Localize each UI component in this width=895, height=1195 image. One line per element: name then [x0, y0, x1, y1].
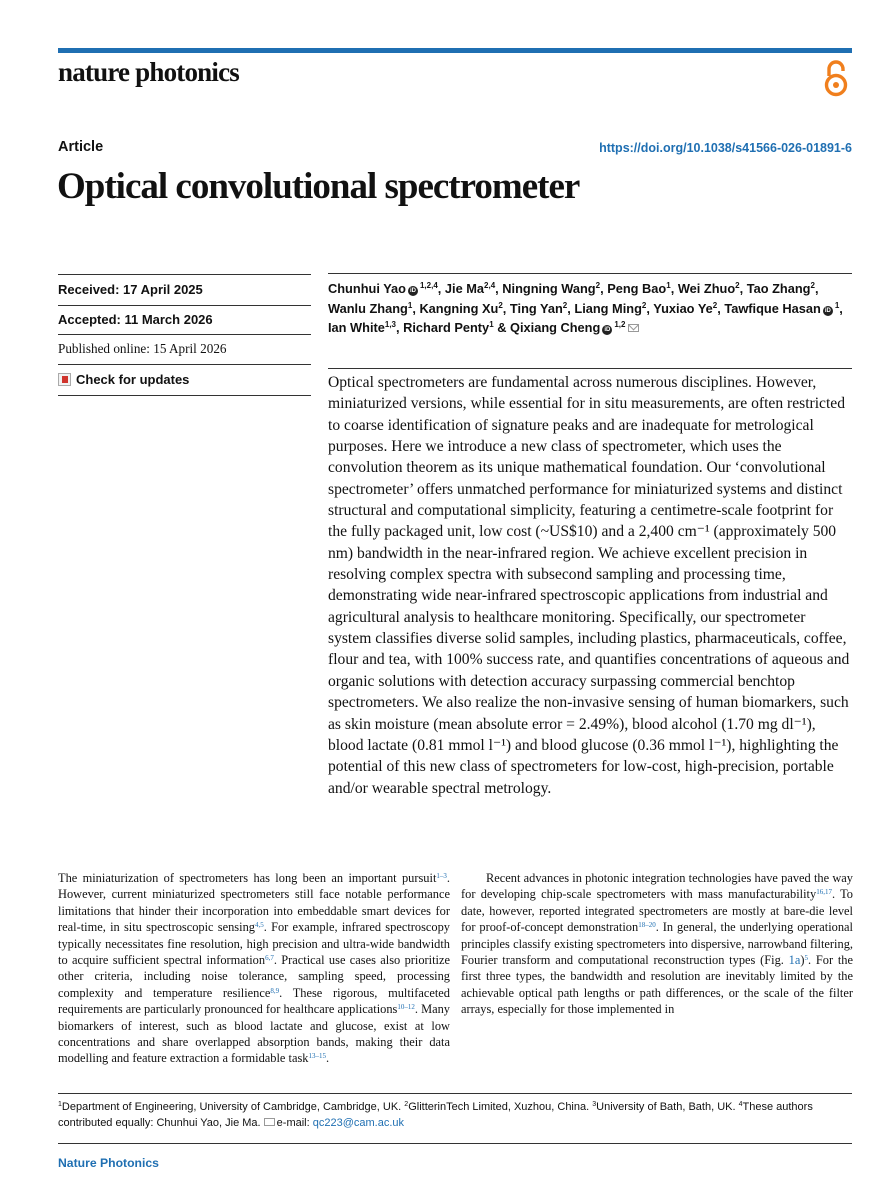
author-conjunction: &	[497, 320, 507, 335]
author-name[interactable]: Ian White	[328, 320, 385, 335]
body-column-right	[461, 870, 853, 1018]
citation[interactable]: 18–20	[638, 921, 656, 930]
orcid-icon[interactable]: iD	[409, 288, 416, 294]
article-title: Optical convolutional spectrometer	[57, 166, 580, 207]
author-name[interactable]: Chunhui Yao	[328, 281, 406, 296]
divider	[58, 334, 311, 335]
citation[interactable]: 8,9	[270, 986, 280, 995]
affiliations-footnote: $^1$Department of Engineering, University of Cambridge, Cambridge, UK. $^2$GlitterinTech Limited, Xuzhou, China. $^3$University of Bath, Bath, UK. $^4$These authors contributed equally: Chunhui Yao, Jie Ma. e-mail: qc223@cam.ac.uk	[58, 1101, 813, 1129]
divider	[58, 305, 311, 306]
orcid-icon[interactable]: iD	[604, 327, 611, 333]
check-updates-label: Check for updates	[76, 372, 190, 387]
author-name[interactable]: Jie Ma	[444, 281, 485, 296]
divider	[58, 364, 311, 365]
citation[interactable]: 5	[804, 954, 808, 963]
author-affiliation: 1	[407, 300, 413, 310]
author-affiliation: 1	[834, 300, 840, 310]
mail-icon[interactable]	[628, 324, 639, 332]
footer-divider	[58, 1143, 852, 1144]
footnote-divider	[58, 1093, 852, 1094]
author-name[interactable]: Tao Zhang	[746, 281, 811, 296]
citation[interactable]: 4,5	[254, 921, 264, 930]
author-name[interactable]: Wanlu Zhang	[328, 300, 408, 316]
author-affiliation: 2	[595, 281, 601, 290]
check-updates-button[interactable]	[58, 372, 189, 387]
divider	[328, 273, 852, 274]
author-list: Chunhui Yao iD$^{1,2,4}$, Jie Ma$^{2,4}$, Ningning Wang$^2$, Peng Bao$^1$, Wei Zhuo$^2$, Tao Zhang$^2$, Wanlu Zhang$^1$, Kangning Xu$^2$, Ting Yan$^2$, Liang Ming$^2$, Yuxiao Ye$^2$, Tawfique Hasan $iD^1$, Ian White$^{1,3}$, Richard Penty$^1$ & Qixiang Cheng iD$^{1,2}$	[328, 281, 843, 335]
citation[interactable]: 10–12	[397, 1003, 415, 1012]
author-name[interactable]: Qixiang Cheng	[510, 320, 601, 335]
author-name[interactable]: Kangning Xu	[419, 300, 499, 316]
author-name[interactable]: Ting Yan	[509, 300, 563, 316]
footer-journal-name: Nature Photonics	[58, 1156, 159, 1170]
divider	[328, 368, 852, 369]
figure-reference[interactable]: 1a	[788, 953, 801, 968]
top-rule	[58, 48, 852, 53]
body-paragraph: Recent advances in photonic integration technologies have paved the way for developing chip-scale spectrometers with mass manufacturability$^{16,17}$. To date, however, reported integrated spectrometers are mostly at bare-die level for proof-of-concept demonstration$^{18-20}$. In general, the underlying operational principles classify existing spectrometers into dispersive, narrowband filtering, Fourier transform and computational reconstruction types (Fig. 1a)$^5$. For the first three types, the bandwidth and resolution are inevitably limited by the achievable optical path lengths or path differences, or the scale of the filter arrays, especially for those implemented in	[461, 871, 854, 1017]
body-column-left	[58, 870, 450, 1067]
author-name[interactable]: Richard Penty	[403, 320, 490, 335]
published-date: Published online: 15 April 2026	[58, 341, 227, 356]
author-name[interactable]: Wei Zhuo	[677, 281, 736, 296]
author-affiliation: 1,2	[614, 320, 626, 329]
journal-name: nature photonics	[58, 57, 239, 87]
orcid-icon[interactable]: iD	[824, 307, 831, 314]
author-affiliation: 2	[641, 300, 647, 310]
author-affiliation: 2,4	[484, 281, 496, 290]
divider	[58, 395, 311, 396]
article-type-label: Article	[58, 139, 104, 155]
author-affiliation: 2	[498, 300, 503, 310]
abstract-text: Optical spectrometers are fundamental across numerous disciplines. However, miniaturized versions, while essential for in situ measurements, are often restricted to coarse identification of signature peaks and are inadequate for metrological purposes. Here we introduce a new class of spectrometer, which uses the convolution theorem as its unique mathematical foundation. Our ‘convolutional spectrometer’ offers unmatched performance for miniaturized systems and distinct structural and computational simplicity, featuring a centimetre-scale footprint for the fully packaged unit, low cost (~US$10) and a 2,400 cm⁻¹ (approximately 500 nm) bandwidth in the near-infrared region. We achieve excellent precision in resolving complex spectra with subsecond sampling and processing time, demonstrating wide near-infrared spectroscopic applications from industrial and agricultural analysis to healthcare monitoring. Specifically, our spectrometer system classifies diverse solid samples, including plastics, pharmaceuticals, coffee, flour and tea, with 100% success rate, and quantifies concentrations of aqueous and organic solutions with detection accuracy surpassing commercial benchtop spectrometers. We also realize the non-invasive sensing of human biomarkers, such as skin moisture (mean absolute error = 2.49%), blood alcohol (1.70 mg dl⁻¹), blood lactate (0.81 mmol l⁻¹) and blood glucose (0.36 mmol l⁻¹), highlighting the potential of this new class of spectrometers for low-cost, high-precision, portable and/or wearable spectral metrology.	[328, 374, 850, 797]
author-affiliation: 1	[666, 281, 671, 290]
citation[interactable]: 6,7	[265, 954, 274, 963]
author-name[interactable]: Liang Ming	[574, 300, 642, 316]
citation[interactable]: 16,17	[816, 888, 832, 897]
author-name[interactable]: Yuxiao Ye	[653, 300, 713, 316]
author-affiliation: 2	[562, 300, 568, 310]
author-affiliation: 1	[489, 320, 494, 329]
author-name[interactable]: Peng Bao	[607, 281, 667, 296]
received-date: Received: 17 April 2025	[58, 282, 203, 297]
author-affiliation: 1,3	[384, 320, 396, 329]
body-paragraph: The miniaturization of spectrometers has long been an important pursuit$^{1-3}$. However, current miniaturized spectrometers still face notable performance limitations that hinder their incorporation into embeddable smart devices for real-time, in situ spectroscopic sensing$^{4,5}$. For example, infrared spectroscopy typically necessitates fine resolution, high precision and ultra-wide bandwidth to acquire sufficient spectral information$^{6,7}$. Practical use cases also prioritize other criteria, including noise tolerance, sampling speed, processing complexity and temperature resilience$^{8,9}$. These rigorous, multifaceted requirements are particularly pronounced for healthcare applications$^{10-12}$. Many biomarkers of interest, such as blood lactate and glucose, exist at low concentrations and share overlapped absorption bands, making their data modelling and feature extraction a formidable task$^{13-15}$.	[58, 871, 451, 1066]
abstract	[328, 372, 852, 799]
author-name[interactable]: Ningning Wang	[502, 281, 596, 296]
author-name[interactable]: Tawfique Hasan	[724, 300, 821, 316]
divider	[58, 274, 311, 275]
author-affiliation: 2	[712, 300, 718, 310]
accepted-date: Accepted: 11 March 2026	[58, 312, 213, 327]
mail-icon	[264, 1118, 275, 1126]
check-updates-icon	[58, 373, 71, 386]
author-affiliation: 1,2,4	[419, 281, 438, 290]
open-access-icon	[820, 58, 852, 98]
email-link[interactable]: qc223@cam.ac.uk	[312, 1116, 404, 1129]
citation[interactable]: 13–15	[308, 1052, 326, 1061]
author-affiliation: 2	[810, 281, 815, 290]
doi-link[interactable]: https://doi.org/10.1038/s41566-026-01891-6	[599, 141, 852, 155]
author-affiliation: 2	[735, 281, 740, 290]
citation[interactable]: 1–3	[436, 872, 447, 880]
